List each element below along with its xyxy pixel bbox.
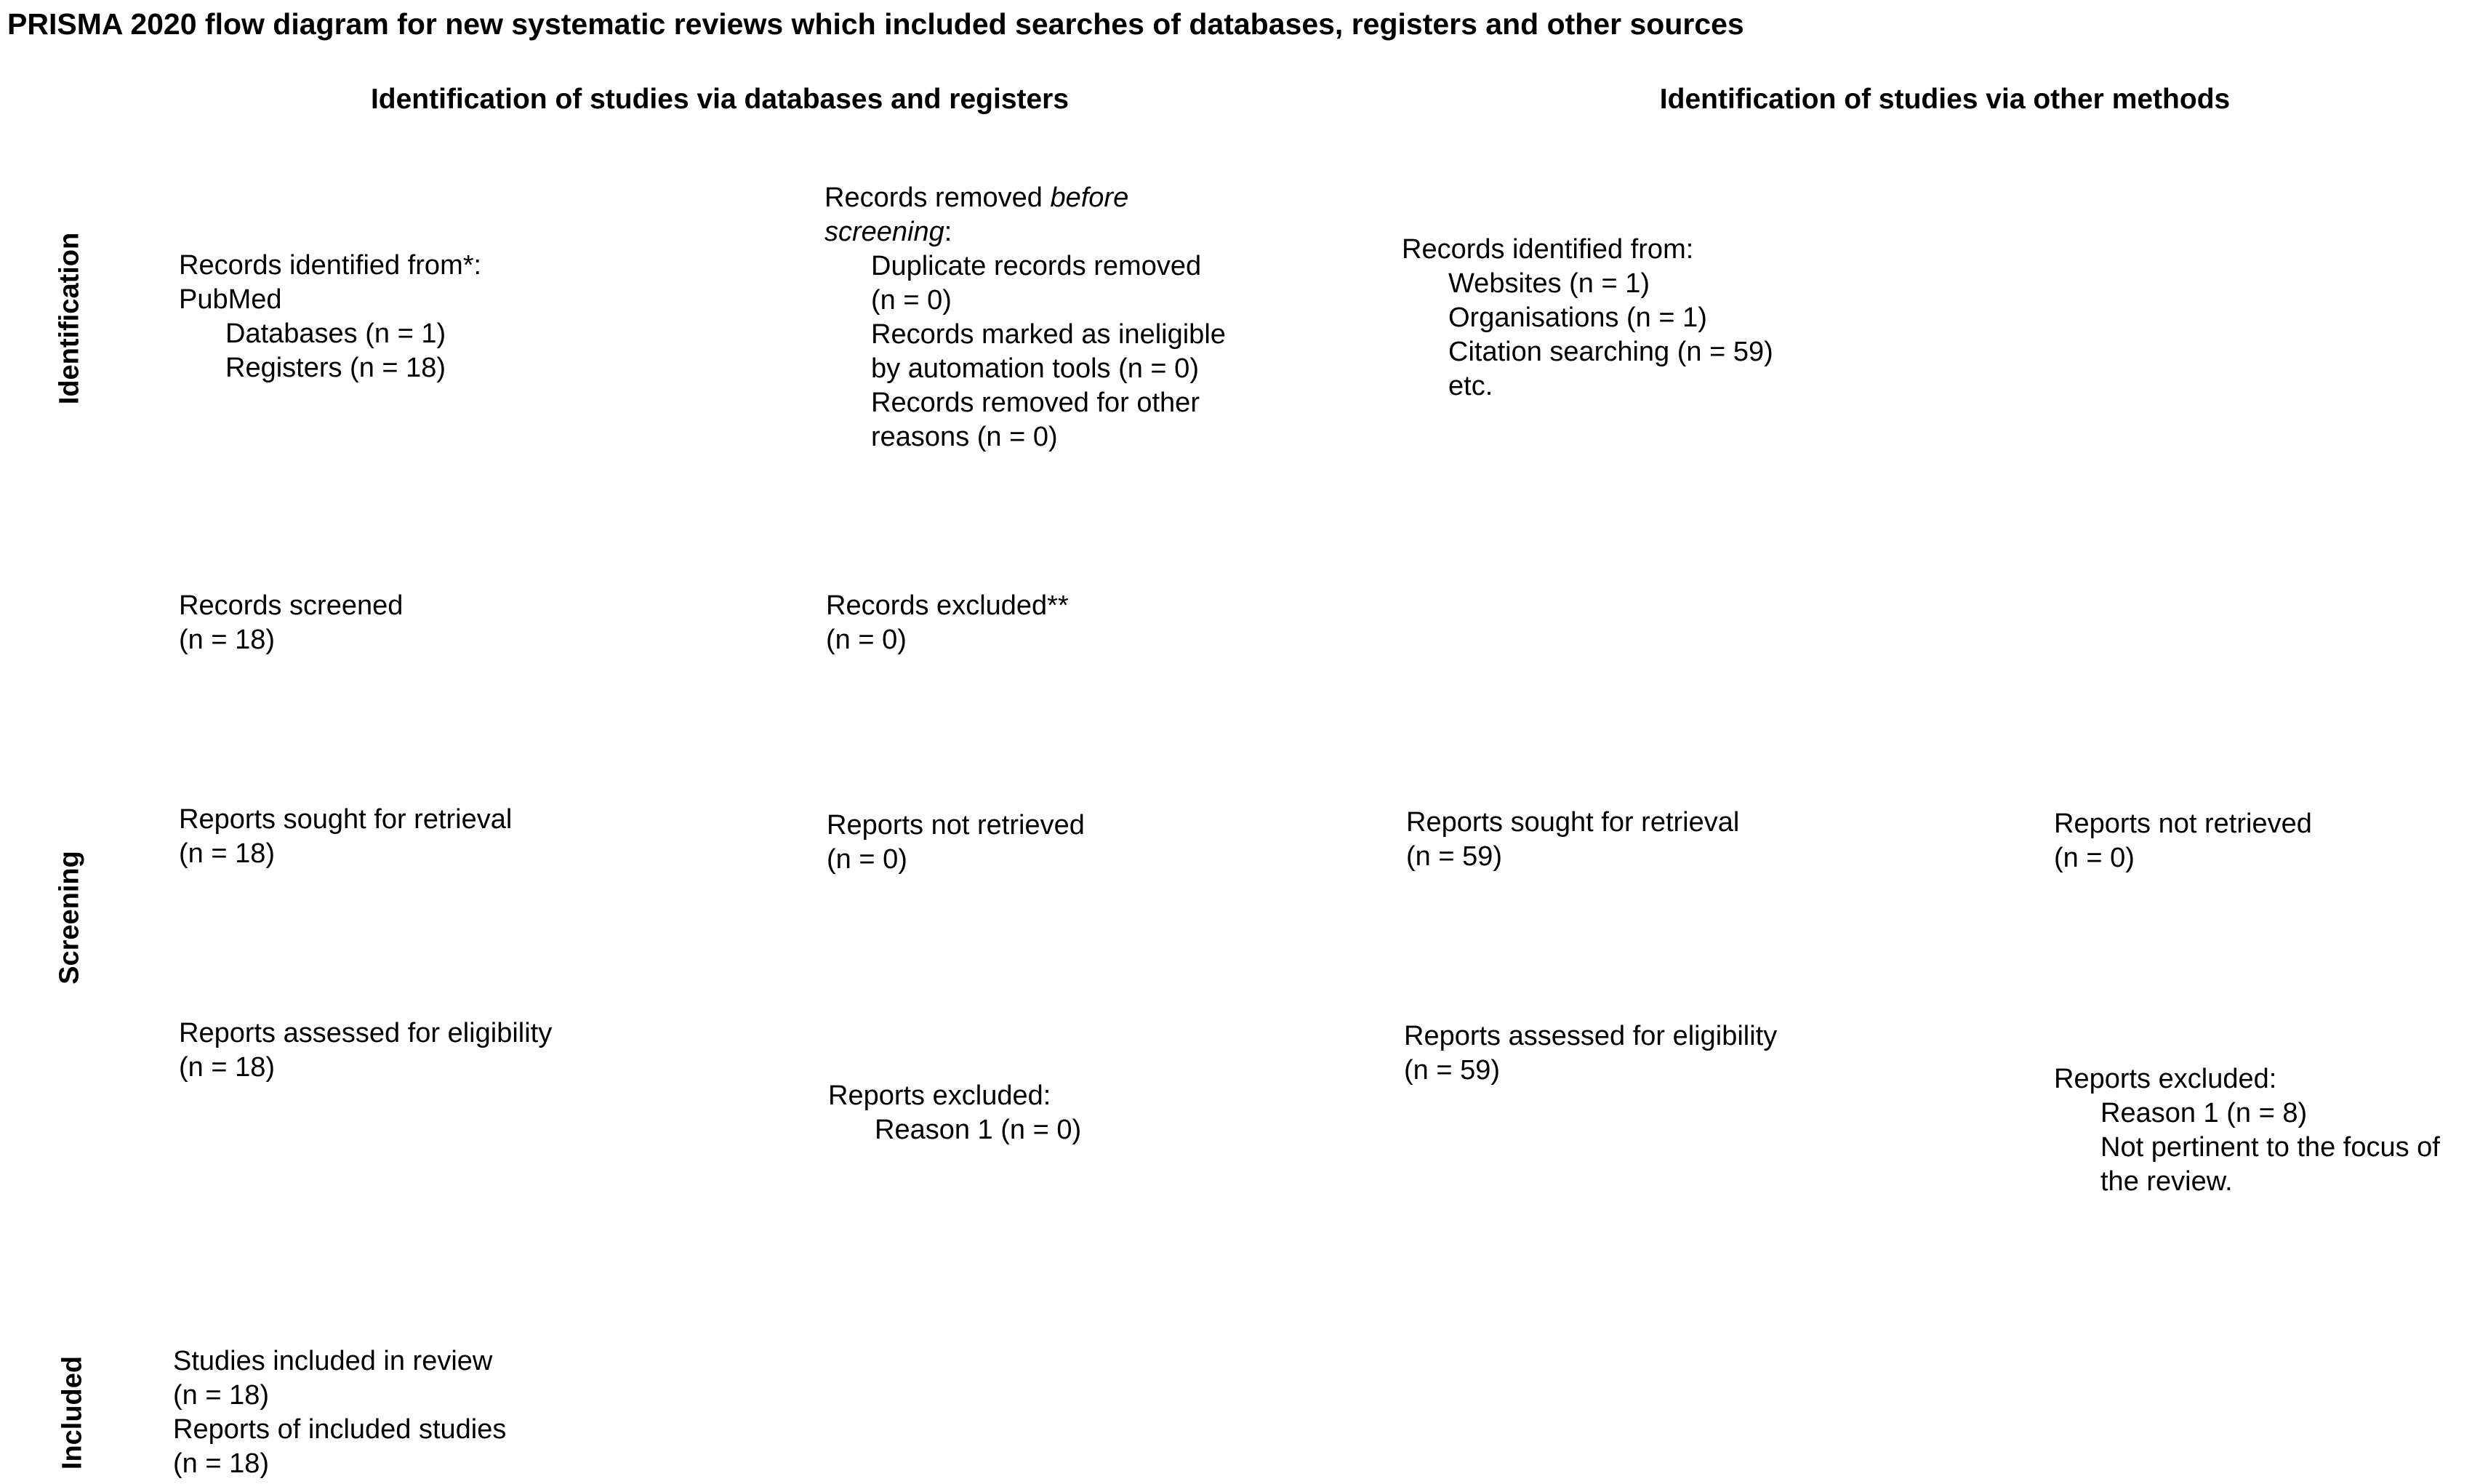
db-records-removed-heading-cont: screening: — [824, 217, 952, 247]
other-etc: etc. — [1448, 371, 1493, 401]
db-records-identified-heading: Records identified from*: — [179, 250, 482, 281]
db-reports-sought-count: (n = 18) — [179, 838, 276, 869]
db-records-excluded-box — [826, 589, 1069, 657]
db-reports-assessed-label: Reports assessed for eligibility — [179, 1018, 553, 1048]
db-reports-not-retrieved-label: Reports not retrieved — [827, 810, 1085, 841]
db-reports-excluded-reason: Reason 1 (n = 0) — [875, 1115, 1082, 1145]
column-heading-databases: Identification of studies via databases and registers — [370, 84, 1070, 115]
db-records-screened-label: Records screened — [179, 590, 404, 621]
other-records-identified-box — [1402, 233, 1773, 404]
included-reports-label: Reports of included studies — [173, 1414, 507, 1445]
db-reports-excluded-box — [828, 1079, 1081, 1147]
other-reports-sought-box — [1406, 806, 1739, 874]
other-reports-sought-count: (n = 59) — [1406, 841, 1503, 872]
other-reports-excluded-label: Reports excluded: — [2054, 1064, 2277, 1094]
other-reports-excluded-reason: Reason 1 (n = 8) — [2100, 1098, 2308, 1128]
page-title: PRISMA 2020 flow diagram for new systematic reviews which included searches of databases, registers and other sources — [7, 7, 1744, 41]
db-ineligible-count: by automation tools (n = 0) — [871, 353, 1199, 384]
db-reports-not-retrieved-box — [827, 809, 1085, 877]
db-records-excluded-label: Records excluded** — [826, 590, 1069, 621]
other-reports-not-retrieved-label: Reports not retrieved — [2054, 809, 2312, 839]
stage-label-identification: Identification — [54, 232, 85, 405]
db-databases-count: Databases (n = 1) — [225, 318, 446, 349]
db-duplicates-count: (n = 0) — [871, 285, 952, 316]
db-source-name: PubMed — [179, 284, 282, 315]
stage-label-screening: Screening — [54, 851, 85, 984]
other-reports-assessed-count: (n = 59) — [1404, 1055, 1501, 1086]
other-reports-assessed-box — [1404, 1019, 1777, 1088]
other-records-identified-heading: Records identified from: — [1402, 234, 1694, 265]
included-studies-label: Studies included in review — [173, 1346, 493, 1376]
db-other-removed-count: reasons (n = 0) — [871, 422, 1058, 452]
other-organisations-count: Organisations (n = 1) — [1448, 302, 1707, 333]
db-reports-excluded-label: Reports excluded: — [828, 1080, 1051, 1111]
included-studies-count: (n = 18) — [173, 1380, 270, 1411]
db-other-removed-label: Records removed for other — [871, 388, 1200, 418]
db-records-removed-box — [824, 181, 1226, 454]
db-included-box — [173, 1344, 506, 1481]
included-reports-count: (n = 18) — [173, 1448, 270, 1479]
other-reports-not-retrieved-count: (n = 0) — [2054, 843, 2135, 873]
other-reports-assessed-label: Reports assessed for eligibility — [1404, 1021, 1778, 1051]
other-reports-excluded-box — [2054, 1062, 2440, 1199]
other-websites-count: Websites (n = 1) — [1448, 268, 1650, 299]
stage-label-included: Included — [57, 1355, 88, 1470]
column-heading-other-methods: Identification of studies via other methods — [1659, 84, 2231, 115]
other-citation-count: Citation searching (n = 59) — [1448, 337, 1773, 367]
db-reports-not-retrieved-count: (n = 0) — [827, 844, 907, 875]
db-duplicates-label: Duplicate records removed — [871, 251, 1202, 281]
db-records-excluded-count: (n = 0) — [826, 625, 907, 655]
db-ineligible-label: Records marked as ineligible — [871, 319, 1226, 350]
db-reports-sought-label: Reports sought for retrieval — [179, 804, 513, 835]
other-reports-excluded-note: Not pertinent to the focus of — [2100, 1132, 2440, 1163]
db-records-removed-heading: Records removed before — [824, 183, 1129, 213]
db-records-screened-count: (n = 18) — [179, 625, 276, 655]
db-reports-assessed-count: (n = 18) — [179, 1052, 276, 1083]
db-reports-assessed-box — [179, 1016, 552, 1085]
db-records-screened-box — [179, 589, 403, 657]
other-reports-sought-label: Reports sought for retrieval — [1406, 807, 1740, 838]
other-reports-excluded-note-cont: the review. — [2100, 1166, 2233, 1197]
db-reports-sought-box — [179, 803, 512, 871]
db-records-identified-box — [179, 249, 481, 385]
db-registers-count: Registers (n = 18) — [225, 353, 446, 383]
other-reports-not-retrieved-box — [2054, 807, 2312, 875]
